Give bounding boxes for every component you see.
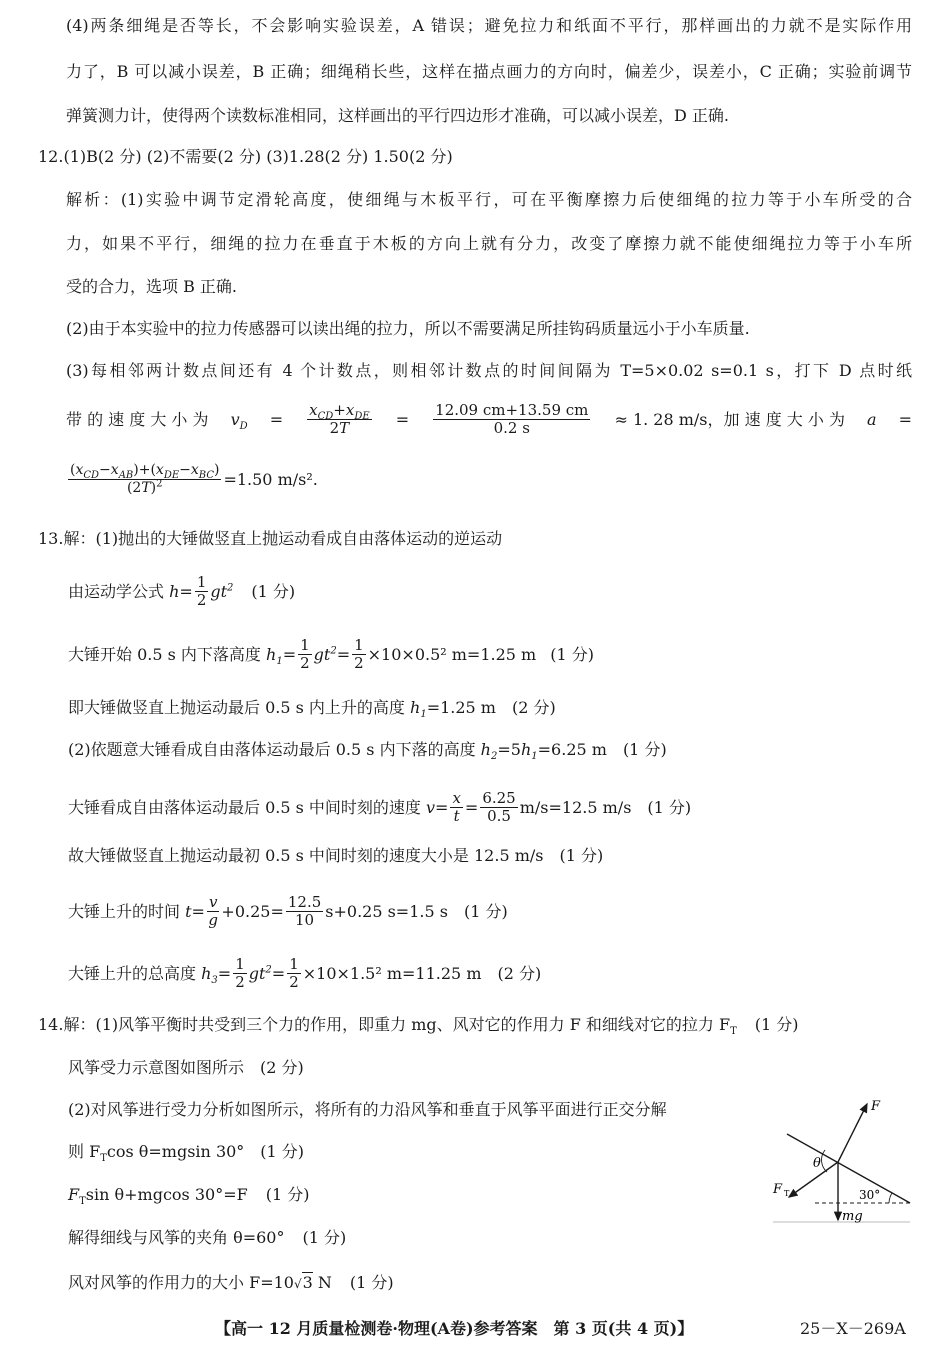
q12-line-6-result: ≈ 1. 28 m/s，加 速 度 大 小 为 [614, 409, 845, 429]
q12-line-6: 带 的 速 度 大 小 为 $v_D$ = $\frac{x_{CD}+x_{DE}}{2T}$ = $\frac{12.09 cm+13.59 cm}{0.2 s}$ ≈ 1. 28 m/s，加 速 度 大 小 为 a = [66, 401, 912, 437]
q13-line-7-num: 12.5 [287, 893, 322, 911]
angle-30-arc [889, 1193, 892, 1203]
q13-line-4-val2: =6.25 m [537, 740, 607, 759]
q14-line-3-text: 则 F [68, 1142, 101, 1161]
q14-line-3-score: (1 分) [260, 1142, 305, 1161]
q13-line-8: 大锤上升的总高度 $h_3$ = $\frac{1}{2}$ $gt^2$ = $\frac{1}{2}$ ×10×1.5² m=11.25 m (2 分) [68, 955, 542, 991]
q11-line-3: 弹簧测力计，使得两个读数标准相同，这样画出的平行四边形才准确，可以减小误差，D 正确. [66, 106, 730, 125]
q14-line-1-text: 风筝受力示意图如图所示 [68, 1058, 245, 1077]
q14-line-2: (2)对风筝进行受力分析如图所示，将所有的力沿风筝和垂直于风筝平面进行正交分解 [68, 1100, 667, 1119]
q13-line-7-score: (1 分) [463, 901, 508, 921]
q13-line-4-text: (2)依题意大锤看成自由落体运动最后 0.5 s 内下落的高度 [68, 740, 476, 759]
q14-line-6-text: 风对风筝的作用力的大小 F=10 [68, 1273, 294, 1292]
q14-line-5-text: 解得细线与风筝的夹角 θ=60° [68, 1228, 285, 1247]
q11-line-2: 力了，B 可以减小误差，B 正确；细绳稍长些，这样在描点画力的方向时，偏差少，误差小，C 正确；实验前调节 [66, 62, 912, 81]
q12-line-3: 受的合力，选项 B 正确. [66, 277, 238, 296]
q14-line-6: 风对风筝的作用力的大小 F=10√3 N (1 分) [68, 1273, 394, 1292]
q14-line-5-score: (1 分) [302, 1228, 347, 1247]
q13-line-5: 大锤看成自由落体运动最后 0.5 s 中间时刻的速度 v = $\frac{x}{t}$ = $\frac{6.25}{0.5}$ m/s=12.5 m/s (1 分) [68, 789, 692, 825]
q13-line-5-num: 6.25 [482, 789, 516, 807]
q14-line-6-score: (1 分) [349, 1273, 394, 1292]
label-f: F [871, 1099, 881, 1114]
q13-line-7-text: 大锤上升的时间 [68, 901, 181, 921]
q13-line-5-den: 0.5 [487, 807, 511, 825]
q14-line-3-eq: cos θ=mgsin 30° [106, 1142, 245, 1161]
q14-line-6-unit: N [312, 1273, 332, 1292]
q14-intro: 14.解：(1)风筝平衡时共受到三个力的作用，即重力 mg、风对它的作用力 F 和细线对它的拉力 $F_T$ (1 分) [38, 1015, 799, 1038]
q12-frac-2-num: 12.09 cm+13.59 cm [435, 401, 589, 419]
q13-line-8-text: 大锤上升的总高度 [68, 963, 197, 983]
q13-line-6-score: (1 分) [559, 846, 604, 865]
q12-line-4: (2)由于本实验中的拉力传感器可以读出绳的拉力，所以不需要满足所挂钩码质量远小于小车质量. [66, 319, 750, 338]
q11-line-1: (4)两条细绳是否等长，不会影响实验误差，A 错误；避免拉力和纸面不平行，那样画出的力就不是实际作用 [66, 16, 912, 35]
q13-line-3-text: 即大锤做竖直上抛运动最后 0.5 s 内上升的高度 [68, 698, 405, 717]
q12-line-2: 力，如果不平行，细绳的拉力在垂直于木板的方向上就有分力，改变了摩擦力就不能使细绳拉力等于小车所 [66, 234, 912, 253]
q12-line-1: 解析：(1)实验中调节定滑轮高度，使细绳与木板平行，可在平衡摩擦力后使细绳的拉力等于小车所受的合 [66, 190, 912, 209]
q12-frac-1: $\frac{x_{CD}+x_{DE}}{2T}$ [309, 401, 370, 437]
q13-line-7-den: 10 [295, 911, 315, 929]
q13-line-6 [68, 845, 603, 867]
q13-line-3-score: (2 分) [511, 698, 556, 717]
q13-line-2-calc: ×10×0.5² m=1.25 m [367, 644, 537, 664]
q13-line-8-score: (2 分) [497, 963, 542, 983]
q13-line-2: 大锤开始 0.5 s 内下落高度 $h_1$ = $\frac{1}{2}$ $gt^2$ = $\frac{1}{2}$ ×10×0.5² m=1.25 m (1 分) [68, 636, 594, 672]
q14-line-5 [68, 1227, 346, 1249]
q13-line-6-text: 故大锤做竖直上抛运动最初 0.5 s 中间时刻的速度大小是 12.5 m/s [68, 846, 544, 865]
kite-force-diagram [765, 1092, 915, 1228]
q13-line-1-text: 由运动学公式 [68, 581, 165, 601]
q13-line-7-mid: +0.25= [221, 901, 284, 921]
q12-line-6-pre: 带 的 速 度 大 小 为 [66, 409, 209, 429]
q13-line-3: 即大锤做竖直上抛运动最后 0.5 s 内上升的高度 $h_1=1.25$ m (2 分) [68, 698, 556, 721]
q12-frac-2-den: 0.2 s [493, 419, 530, 437]
label-mg: mg [842, 1209, 863, 1224]
q14-line-6-sqrt: 3 [302, 1273, 313, 1292]
q12-answer: 12.(1)B(2 分) (2)不需要(2 分) (3)1.28(2 分) 1.50(2 分) [38, 147, 453, 166]
q12-accel-frac: $\frac{(x_{CD}-x_{AB})+(x_{DE}-x_{BC})}{(2T)^2}$ [70, 462, 220, 496]
q12-frac-2 [433, 402, 590, 437]
q13-line-4: (2)依题意大锤看成自由落体运动最后 0.5 s 内下落的高度 $h_2=5h_1=6.25$ m (1 分) [68, 740, 667, 763]
q12-line-7 [66, 462, 318, 497]
force-f-arrow [838, 1104, 867, 1162]
q13-line-2-text: 大锤开始 0.5 s 内下落高度 [68, 644, 261, 664]
label-ft-sub: T [784, 1189, 790, 1198]
q13-line-5-text: 大锤看成自由落体运动最后 0.5 s 中间时刻的速度 [68, 797, 421, 817]
q14-line-1 [68, 1057, 304, 1079]
footer-title: 【高一 12 月质量检测卷·物理(A卷)参考答案 第 3 页(共 4 页)】 [215, 1319, 694, 1338]
label-ft: F [773, 1182, 783, 1197]
q14-line-3: 则 $F_T\cos$ θ=mgsin 30° (1 分) [68, 1142, 305, 1165]
q13-line-5-score: (1 分) [647, 797, 692, 817]
q14-line-4-eq: sin θ+mgcos 30°=F [85, 1185, 248, 1204]
q13-line-7: 大锤上升的时间 t = $\frac{v}{g}$ +0.25= $\frac{12.5}{10}$ s+0.25 s=1.5 s (1 分) [68, 893, 508, 929]
q12-line-5: (3)每相邻两计数点间还有 4 个计数点，则相邻计数点的时间间隔为 T=5×0.02 s=0.1 s，打下 D 点时纸 [66, 361, 912, 380]
q14-line-4: $F_T\sin$ θ+mgcos 30°=F (1 分) [68, 1185, 310, 1208]
label-theta: θ [813, 1156, 821, 1171]
q13-line-5-res: m/s=12.5 m/s [519, 797, 632, 817]
label-30deg: 30° [859, 1188, 881, 1202]
q12-vd: $v_D$ [230, 409, 248, 432]
q13-line-2-score: (1 分) [550, 644, 594, 664]
q13-line-3-val: =1.25 m [426, 698, 496, 717]
q13-line-8-calc: ×10×1.5² m=11.25 m [302, 963, 482, 983]
q14-line-4-score: (1 分) [265, 1185, 310, 1204]
q13-line-4-val: =5 [497, 740, 521, 759]
q13-line-1: 由运动学公式 h = $\frac{1}{2}$ $gt^2$ (1 分) [68, 573, 296, 609]
q13-line-7-res: s+0.25 s=1.5 s [325, 901, 448, 921]
q13-line-1-score: (1 分) [251, 581, 296, 601]
q12-line-7-result: =1.50 m/s². [223, 469, 318, 489]
q13-line-4-score: (1 分) [622, 740, 667, 759]
q14-intro-score: (1 分) [754, 1015, 799, 1034]
footer-code: 25－X－269A [800, 1319, 906, 1338]
q13-intro: 13.解：(1)抛出的大锤做竖直上抛运动看成自由落体运动的逆运动 [38, 529, 503, 548]
q14-line-1-score: (2 分) [260, 1058, 304, 1077]
kite-surface-line [787, 1134, 910, 1203]
q14-intro-text: 14.解：(1)风筝平衡时共受到三个力的作用，即重力 mg、风对它的作用力 F 和细线对它的拉力 F [38, 1015, 731, 1034]
